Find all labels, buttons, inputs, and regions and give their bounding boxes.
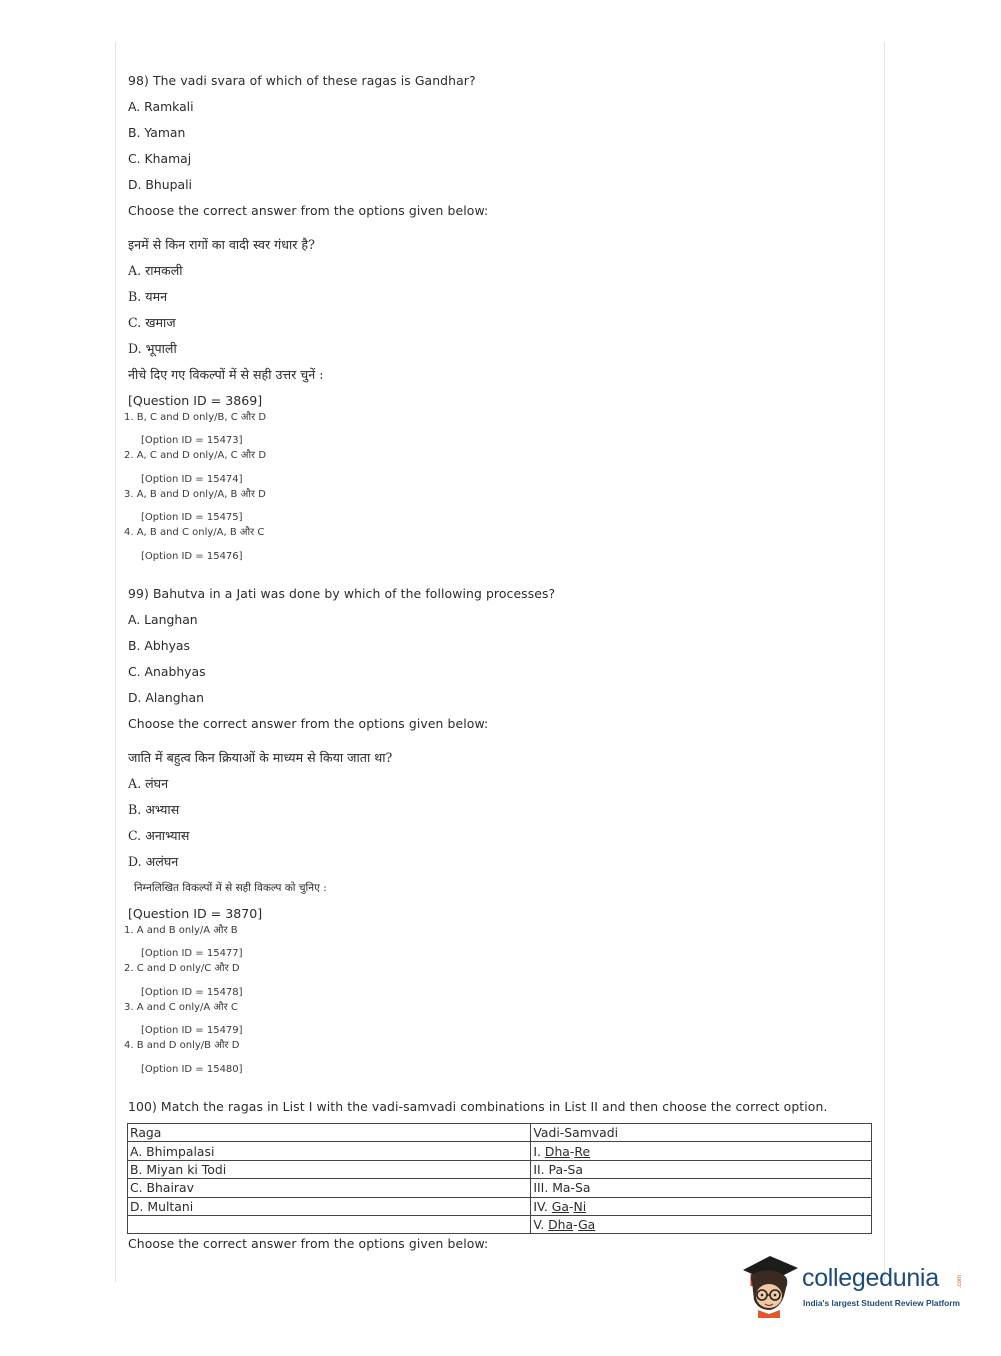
q99-answer-4-option-id: [Option ID = 15480] [141,1064,243,1075]
table-row [128,1142,872,1160]
table-row [128,1197,872,1215]
table-row [128,1160,872,1178]
q99-instruction: Choose the correct answer from the options given below: [128,716,489,731]
raga-cell: B. Miyan ki Todi [128,1160,531,1178]
q99-option-b: B. Abhyas [128,638,190,653]
q99-question: 99) Bahutva in a Jati was done by which of the following processes? [128,586,556,601]
table-row [128,1215,872,1233]
left-margin-line [115,42,116,1282]
q98-hindi-question: इनमें से किन रागों का वादी स्वर गंधार है? [128,237,315,252]
q99-hindi-option-b: B. अभ्यास [128,802,180,817]
q99-answer-1: 1. A and B only/A और B [124,925,238,936]
q98-answer-1-option-id: [Option ID = 15473] [141,435,243,446]
collegedunia-tagline: India's largest Student Review Platform [803,1298,960,1308]
q99-hindi-option-d: D. अलंघन [128,854,179,869]
q98-answer-1: 1. B, C and D only/B, C और D [124,412,267,423]
collegedunia-wordmark: collegedunia [802,1264,939,1292]
raga-cell: C. Bhairav [128,1179,531,1197]
q98-option-b: B. Yaman [128,125,186,140]
q98-answer-2: 2. A, C and D only/A, C और D [124,450,267,461]
q99-option-a: A. Langhan [128,612,198,627]
q99-question-id: [Question ID = 3870] [128,906,263,921]
q99-hindi-option-c: C. अनाभ्यास [128,828,190,843]
header-raga: Raga [128,1124,531,1142]
q98-question: 98) The vadi svara of which of these ragas is Gandhar? [128,73,476,88]
vadi-cell: IV. Ga-Ni [531,1197,872,1215]
match-table [127,1123,872,1234]
q98-hindi-option-a: A. रामकली [128,263,183,278]
q98-answer-3: 3. A, B and D only/A, B और D [124,489,266,500]
q99-hindi-question: जाति में बहुत्व किन क्रियाओं के माध्यम से किया जाता था? [128,750,393,765]
q99-answer-2-option-id: [Option ID = 15478] [141,987,243,998]
vadi-cell: II. Pa-Sa [531,1160,872,1178]
q98-answer-4-option-id: [Option ID = 15476] [141,551,243,562]
q99-hindi-option-a: A. लंघन [128,776,169,791]
raga-cell: D. Multani [128,1197,531,1215]
table-header-row [128,1124,872,1142]
q98-option-d: D. Bhupali [128,177,192,192]
q98-answer-4: 4. A, B and C only/A, B और C [124,527,265,538]
q98-instruction: Choose the correct answer from the options given below: [128,203,489,218]
vadi-cell: III. Ma-Sa [531,1179,872,1197]
q98-answer-3-option-id: [Option ID = 15475] [141,512,243,523]
q99-answer-3: 3. A and C only/A और C [124,1002,238,1013]
q98-question-id: [Question ID = 3869] [128,393,263,408]
q98-answer-2-option-id: [Option ID = 15474] [141,474,243,485]
vadi-cell: I. Dha-Re [531,1142,872,1160]
collegedunia-dotcom: .com [957,1275,963,1289]
q100-instruction: Choose the correct answer from the options given below: [128,1236,489,1251]
table-row [128,1179,872,1197]
q98-hindi-option-d: D. भूपाली [128,341,177,356]
q99-hindi-instruction: निम्नलिखित विकल्पों में से सही विकल्प को चुनिए : [134,882,327,894]
q99-answer-4: 4. B and D only/B और D [124,1040,240,1051]
right-margin-line [884,42,885,1282]
vadi-cell: V. Dha-Ga [531,1215,872,1233]
q99-answer-1-option-id: [Option ID = 15477] [141,948,243,959]
q98-hindi-option-c: C. खमाज [128,315,176,330]
q98-hindi-option-b: B. यमन [128,289,168,304]
q98-option-a: A. Ramkali [128,99,194,114]
raga-cell: A. Bhimpalasi [128,1142,531,1160]
q99-option-d: D. Alanghan [128,690,204,705]
raga-cell [128,1215,531,1233]
q99-answer-2: 2. C and D only/C और D [124,963,240,974]
header-vadi-samvadi: Vadi-Samvadi [531,1124,872,1142]
q99-answer-3-option-id: [Option ID = 15479] [141,1025,243,1036]
q98-hindi-instruction: नीचे दिए गए विकल्पों में से सही उत्तर चुनें : [128,367,324,382]
q99-option-c: C. Anabhyas [128,664,206,679]
q98-option-c: C. Khamaj [128,151,192,166]
q100-question: 100) Match the ragas in List I with the vadi-samvadi combinations in List II and then choose the correct option. [128,1099,828,1114]
